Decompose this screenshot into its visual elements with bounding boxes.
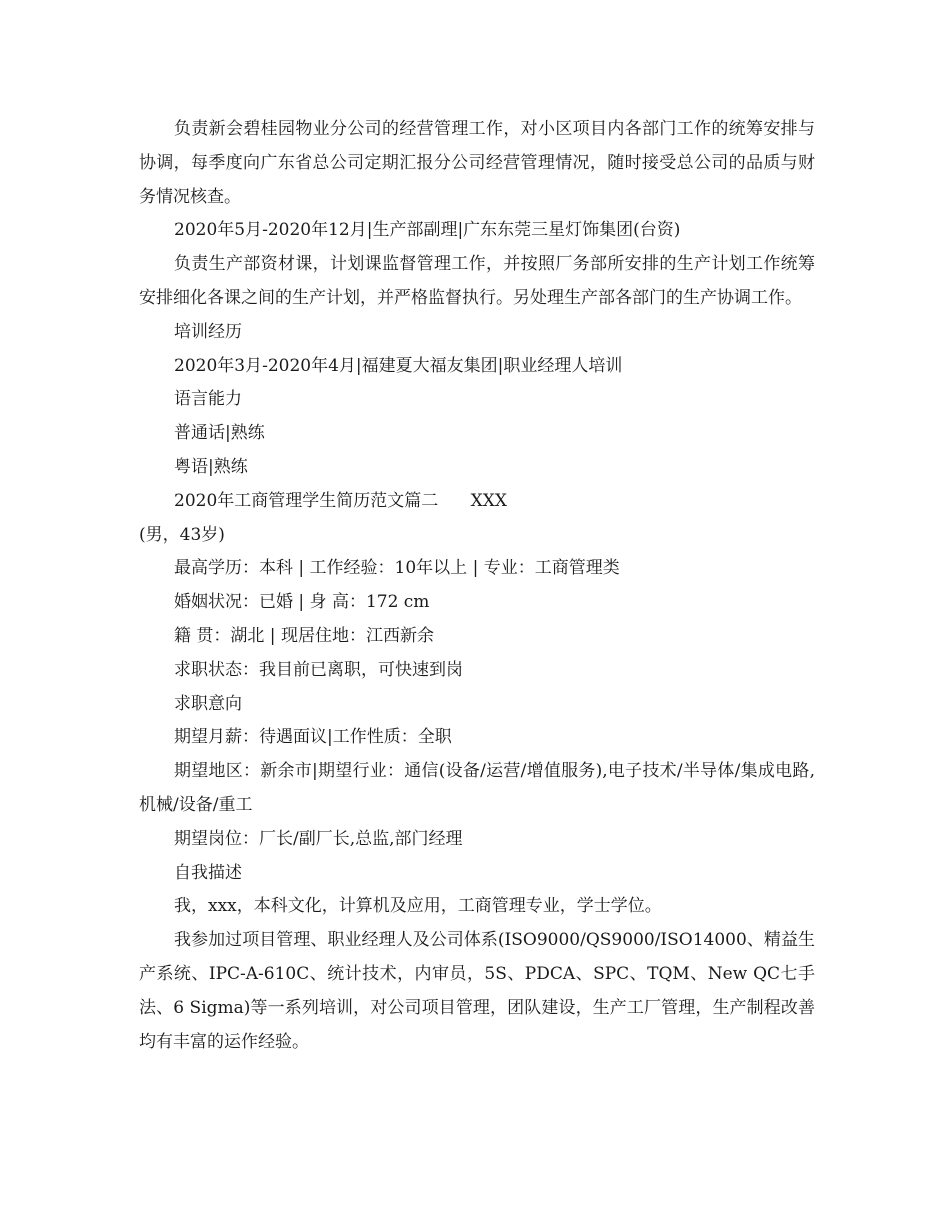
- paragraph-expected-salary: 期望月薪：待遇面议|工作性质：全职: [174, 727, 452, 748]
- paragraph-job-entry-samsung: 2020年5月-2020年12月|生产部副理|广东东莞三星灯饰集团(台资): [174, 220, 681, 241]
- paragraph-marital-height: 婚姻状况：已婚 | 身 高：172 cm: [174, 592, 430, 613]
- section-heading-self-description: 自我描述: [174, 862, 242, 883]
- paragraph-gender-age: (男，43岁): [139, 524, 225, 545]
- paragraph-expected-position: 期望岗位：厂长/副厂长,总监,部门经理: [174, 828, 463, 849]
- paragraph-job-duty-biguiyuan: 负责新会碧桂园物业分公司的经营管理工作，对小区项目内各部门工作的统筹安排与协调，每季度向广东省总公司定期汇报分公司经营管理情况，随时接受总公司的品质与财务情况核查。: [139, 119, 815, 207]
- paragraph-training-entry: 2020年3月-2020年4月|福建夏大福友集团|职业经理人培训: [174, 355, 623, 376]
- paragraph-education-experience: 最高学历：本科 | 工作经验：10年以上 | 专业：工商管理类: [174, 558, 620, 579]
- paragraph-language-mandarin: 普通话|熟练: [174, 423, 265, 444]
- paragraph-training-experience: 我参加过项目管理、职业经理人及公司体系(ISO9000/QS9000/ISO14000、精益生产系统、IPC-A-610C、统计技术，内审员，5S、PDCA、SPC、TQM、New QC七手法、6 Sigma)等一系列培训，对公司项目管理，团队建设，生产工厂管理，生产制程改善均有丰富的运作经验。: [139, 930, 815, 1052]
- paragraph-job-duty-production: 负责生产部资材课，计划课监督管理工作，并按照厂务部所安排的生产计划工作统筹安排细化各课之间的生产计划，并严格监督执行。另处理生产部各部门的生产协调工作。: [139, 254, 815, 308]
- section-heading-training: 培训经历: [174, 321, 242, 342]
- paragraph-expected-region-industry: 期望地区：新余市|期望行业：通信(设备/运营/增值服务),电子技术/半导体/集成电路,机械/设备/重工: [139, 761, 815, 815]
- paragraph-language-cantonese: 粤语|熟练: [174, 456, 248, 477]
- paragraph-origin-residence: 籍 贯：湖北 | 现居住地：江西新余: [174, 625, 434, 646]
- section-heading-language: 语言能力: [174, 389, 242, 410]
- resume-title: 2020年工商管理学生简历范文篇二 XXX: [174, 490, 507, 511]
- section-heading-job-intention: 求职意向: [174, 693, 242, 714]
- document-body: [139, 113, 815, 1059]
- paragraph-self-intro: 我，xxx，本科文化，计算机及应用，工商管理专业，学士学位。: [174, 896, 662, 917]
- paragraph-job-status: 求职状态：我目前已离职，可快速到岗: [174, 659, 463, 680]
